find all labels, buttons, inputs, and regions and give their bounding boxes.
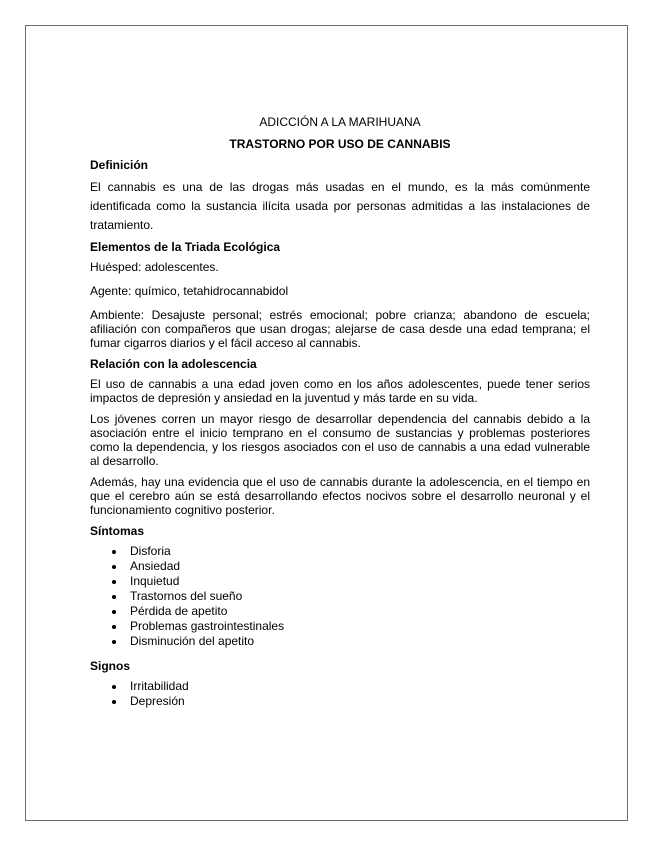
- list-item: Ansiedad: [130, 559, 590, 574]
- list-sintomas: [90, 544, 590, 649]
- list-item: Problemas gastrointestinales: [130, 619, 590, 634]
- list-item: Pérdida de apetito: [130, 604, 590, 619]
- list-item: Trastornos del sueño: [130, 589, 590, 604]
- paragraph-ambiente: Ambiente: Desajuste personal; estrés emocional; pobre crianza; abandono de escuela; afiliación con compañeros que usan drogas; alejarse de casa desde una edad temprana; el fumar cigarros diarios y el fácil acceso al cannabis.: [90, 308, 590, 350]
- list-signos: [90, 679, 590, 709]
- heading-definicion: Definición: [90, 158, 149, 172]
- list-item: Disforia: [130, 544, 590, 559]
- document-subtitle: TRASTORNO POR USO DE CANNABIS: [229, 137, 451, 151]
- heading-sintomas: Síntomas: [90, 524, 145, 538]
- paragraph-agente: Agente: químico, tetahidrocannabidol: [90, 284, 289, 298]
- paragraph-relacion-3: Además, hay una evidencia que el uso de cannabis durante la adolescencia, en el tiempo en que el cerebro aún se está desarrollando efectos nocivos sobre el desarrollo neuronal y el funcionamiento cognitivo posterior.: [90, 475, 590, 517]
- list-item: Irritabilidad: [130, 679, 590, 694]
- heading-triada: Elementos de la Triada Ecológica: [90, 240, 281, 254]
- list-item: Depresión: [130, 694, 590, 709]
- document-page: [25, 25, 628, 821]
- list-item: Inquietud: [130, 574, 590, 589]
- paragraph-relacion-1: El uso de cannabis a una edad joven como en los años adolescentes, puede tener serios impactos de depresión y ansiedad en la juventud y más tarde en su vida.: [90, 377, 590, 405]
- paragraph-huesped: Huésped: adolescentes.: [90, 260, 219, 274]
- document-content: [90, 115, 590, 719]
- heading-signos: Signos: [90, 659, 131, 673]
- paragraph-definicion: El cannabis es una de las drogas más usadas en el mundo, es la más comúnmente identificada como la sustancia ilícita usada por personas admitidas a las instalaciones de tratamiento.: [90, 180, 590, 232]
- paragraph-relacion-2: Los jóvenes corren un mayor riesgo de desarrollar dependencia del cannabis debido a la asociación entre el inicio temprano en el consumo de sustancias y problemas posteriores como la dependencia, y los riesgos asociados con el uso de cannabis a una edad vulnerable al desarrollo.: [90, 412, 590, 468]
- list-item: Disminución del apetito: [130, 634, 590, 649]
- heading-relacion: Relación con la adolescencia: [90, 357, 257, 371]
- document-title: ADICCIÓN A LA MARIHUANA: [259, 115, 421, 129]
